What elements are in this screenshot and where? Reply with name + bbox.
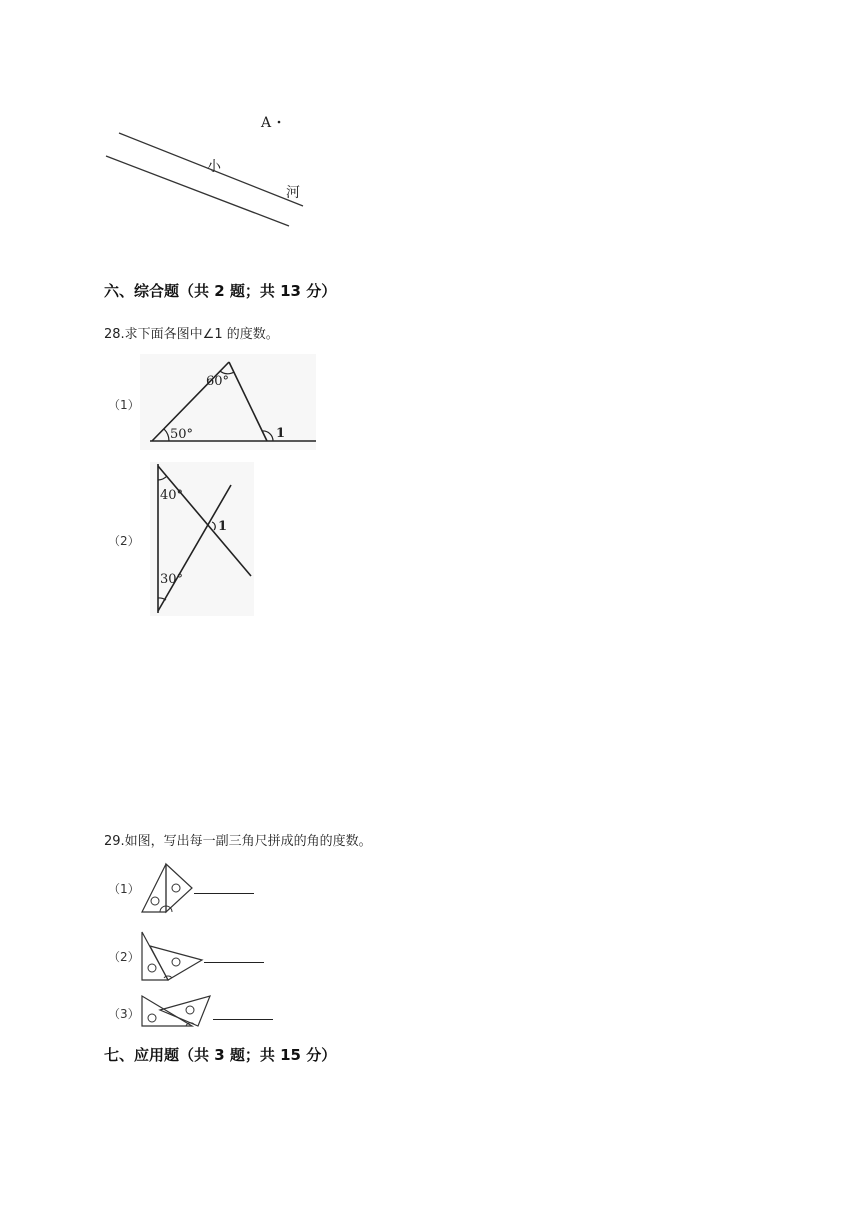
angle-60-label: 60° bbox=[206, 374, 230, 389]
set-square-right bbox=[166, 864, 192, 912]
angle-30-label: 30° bbox=[160, 572, 184, 587]
q29-part2-answer-blank[interactable] bbox=[204, 962, 264, 963]
question-29-text: 29.如图，写出每一副三角尺拼成的角的度数。 bbox=[104, 834, 372, 849]
section-6-heading: 六、综合题（共 2 题；共 13 分） bbox=[104, 282, 337, 300]
q29-part3-answer-blank[interactable] bbox=[213, 1019, 273, 1020]
point-a-dot bbox=[278, 121, 281, 124]
river-char-small: 小 bbox=[207, 159, 221, 175]
q28-part1-label: （1） bbox=[108, 398, 140, 412]
set-squares-figure-3 bbox=[138, 992, 214, 1030]
q28-triangle-figure-2 bbox=[150, 462, 254, 616]
river-char-river: 河 bbox=[286, 185, 300, 201]
q29-part1-answer-blank[interactable] bbox=[194, 893, 254, 894]
set-square-hole bbox=[186, 1006, 194, 1014]
set-square-hole bbox=[172, 884, 180, 892]
point-a-label: A bbox=[261, 115, 272, 131]
question-28-text: 28.求下面各图中∠1 的度数。 bbox=[104, 327, 279, 342]
angle-1-label: 1 bbox=[276, 426, 286, 441]
set-square-hole bbox=[148, 1014, 156, 1022]
q28-part2-label: （2） bbox=[108, 534, 140, 548]
q29-part3-label: （3） bbox=[108, 1007, 140, 1021]
set-square-hole bbox=[172, 958, 180, 966]
river-figure bbox=[100, 105, 330, 235]
set-square-horizontal bbox=[150, 946, 202, 980]
set-square-hole bbox=[148, 964, 156, 972]
angle-40-label: 40° bbox=[160, 488, 184, 503]
set-squares-figure-1 bbox=[138, 858, 198, 916]
river-bank-lower bbox=[106, 156, 289, 226]
section-7-heading: 七、应用题（共 3 题；共 15 分） bbox=[104, 1046, 337, 1064]
set-square-hole bbox=[151, 897, 159, 905]
angle-1-label: 1 bbox=[218, 519, 228, 534]
set-squares-figure-2 bbox=[138, 928, 208, 984]
q29-part1-label: （1） bbox=[108, 882, 140, 896]
q28-triangle-figure-1 bbox=[140, 354, 316, 450]
q29-part2-label: （2） bbox=[108, 950, 140, 964]
angle-50-label: 50° bbox=[170, 427, 194, 442]
